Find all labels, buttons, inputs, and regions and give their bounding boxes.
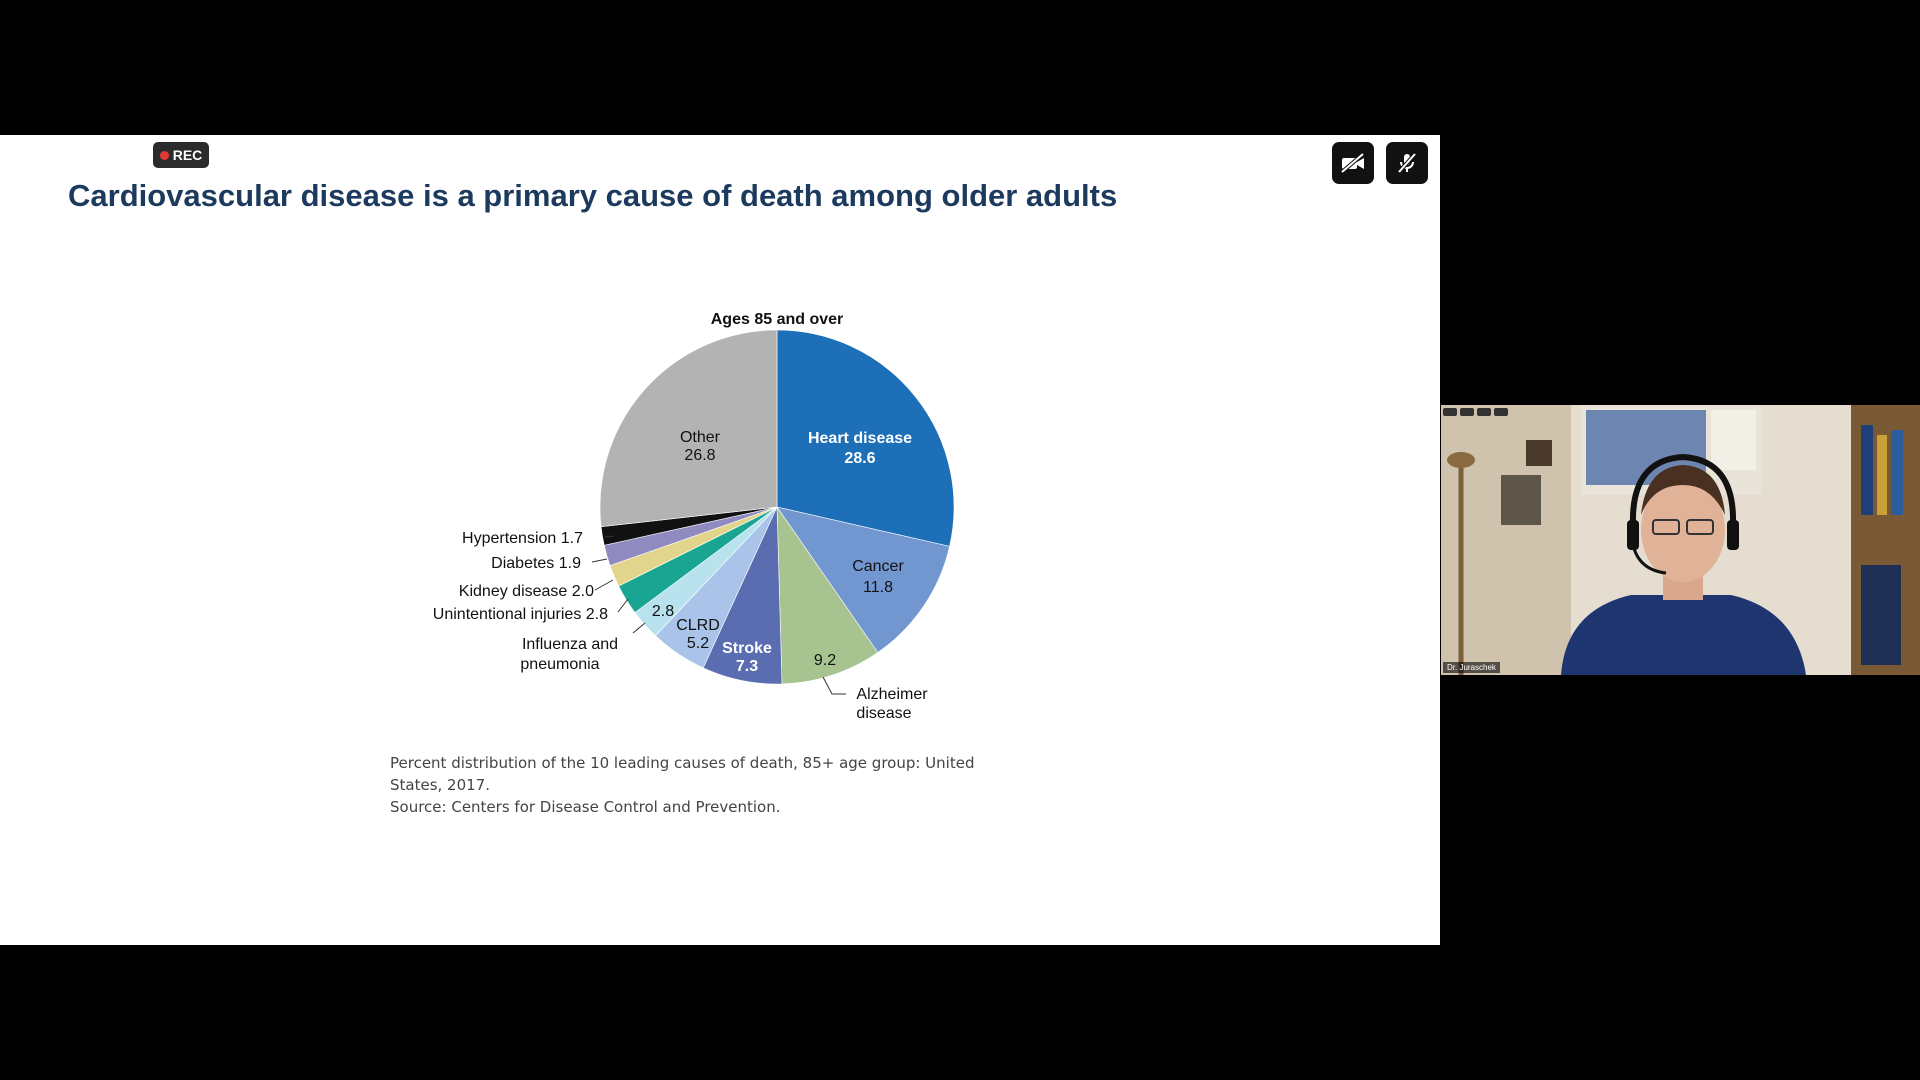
chart-caption	[390, 752, 990, 818]
video-status-icon	[1460, 408, 1474, 416]
label-diabetes: Diabetes 1.9	[491, 555, 581, 572]
value-alzheimer: 9.2	[813, 652, 837, 669]
label-alzheimer-1: Alzheimer	[856, 686, 928, 703]
participant-video-tile[interactable]	[1441, 405, 1920, 675]
participant-video-feed	[1441, 405, 1920, 675]
value-other: 26.8	[684, 447, 716, 464]
label-influenza-2: pneumonia	[520, 656, 600, 673]
value-stroke: 7.3	[735, 658, 759, 675]
participant-name-tag: Dr. Juraschek	[1443, 662, 1500, 673]
caption-line-2: States, 2017.	[390, 776, 490, 794]
microphone-toggle-button[interactable]	[1386, 142, 1428, 184]
mic-off-icon	[1395, 151, 1419, 175]
recording-label: REC	[172, 147, 203, 163]
video-status-icon	[1494, 408, 1508, 416]
label-heart-disease: Heart disease	[807, 430, 913, 447]
video-status-icon	[1443, 408, 1457, 416]
label-clrd: CLRD	[676, 617, 720, 634]
pie-slices	[600, 330, 954, 684]
label-cancer: Cancer	[852, 558, 904, 575]
label-kidney-disease: Kidney disease 2.0	[458, 583, 594, 600]
caption-line-1: Percent distribution of the 10 leading causes of death, 85+ age group: United	[390, 754, 975, 772]
record-dot-icon	[160, 151, 169, 160]
pie-chart	[380, 300, 1020, 740]
camera-toggle-button[interactable]	[1332, 142, 1374, 184]
camera-off-icon	[1340, 152, 1366, 174]
label-stroke: Stroke	[722, 640, 772, 657]
video-status-icon	[1477, 408, 1491, 416]
chart-title: Ages 85 and over	[710, 311, 844, 328]
label-other: Other	[679, 429, 721, 446]
label-influenza-1: Influenza and	[521, 636, 619, 653]
label-alzheimer-2: disease	[856, 705, 912, 722]
value-clrd: 5.2	[686, 635, 710, 652]
recording-badge	[153, 142, 209, 168]
caption-source: Source: Centers for Disease Control and Prevention.	[390, 798, 781, 816]
value-heart-disease: 28.6	[844, 450, 876, 467]
video-tile-toolbar	[1443, 408, 1508, 418]
slide-title: Cardiovascular disease is a primary cause of death among older adults	[68, 178, 1118, 213]
label-hypertension: Hypertension 1.7	[462, 530, 583, 547]
label-unintentional-injuries: Unintentional injuries 2.8	[432, 606, 608, 623]
value-cancer: 11.8	[863, 579, 893, 596]
value-influenza: 2.8	[651, 603, 675, 620]
